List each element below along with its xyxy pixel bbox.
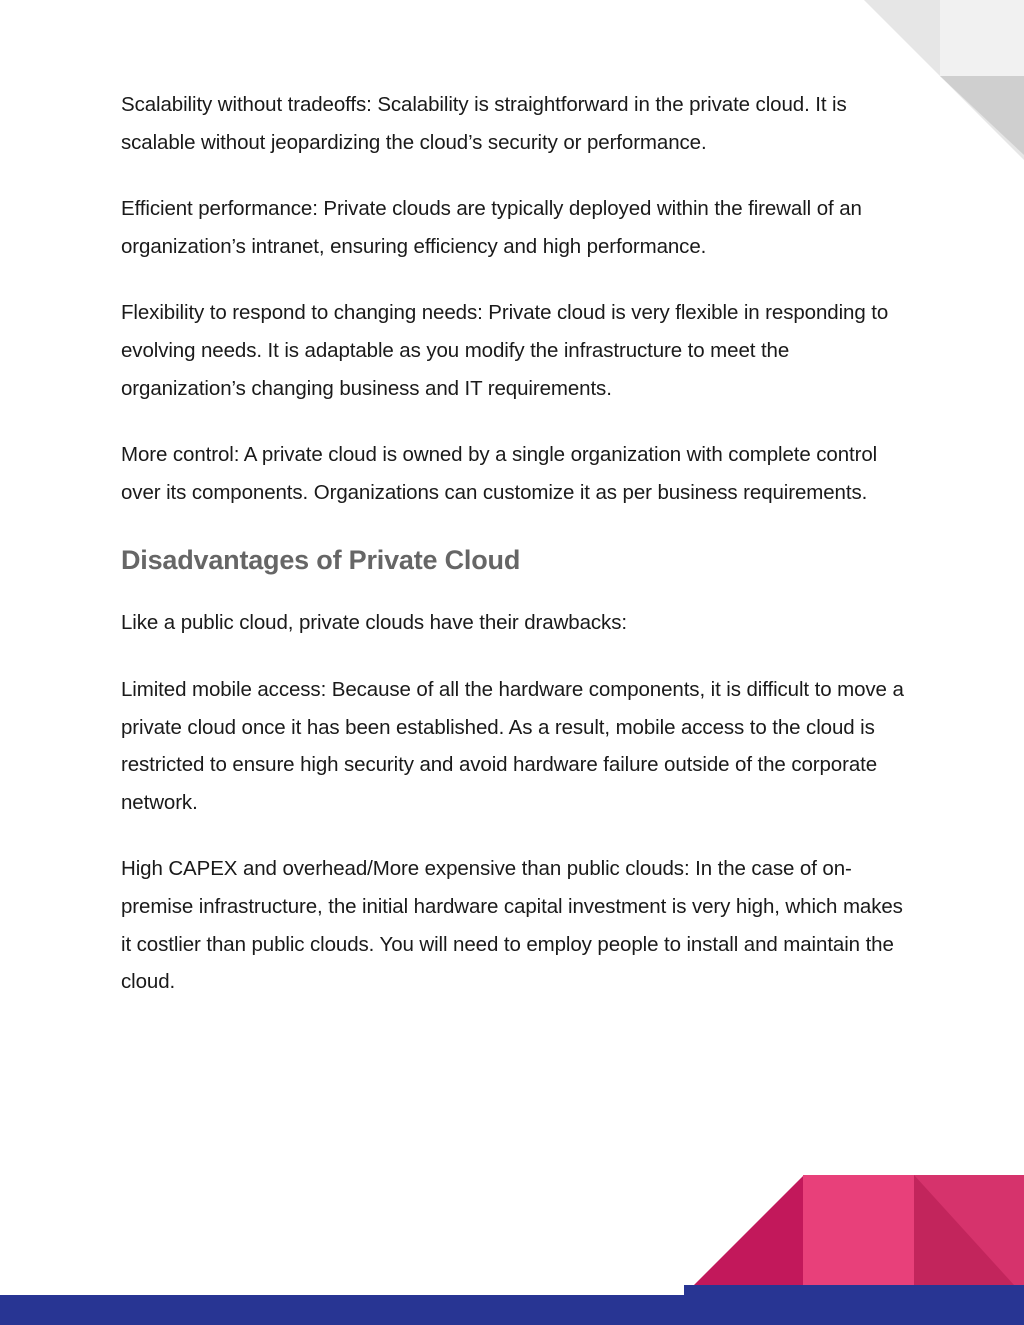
footer-band (684, 1285, 1024, 1325)
corner-square-light (940, 0, 1024, 76)
paragraph-intro-drawbacks: Like a public cloud, private clouds have their drawbacks: (121, 611, 627, 635)
document-body (121, 86, 906, 1030)
paragraph-limited-mobile-access: Limited mobile access: Because of all the hardware components, it is difficult to move a private cloud once it has been established. As a result, mobile access to the cloud is restricted to ensure high security and avoid hardware failure outside of the corporate network. (121, 677, 904, 814)
footer-band-left (0, 1295, 700, 1325)
paragraph-scalability: Scalability without tradeoffs: Scalability is straightforward in the private cloud. It is scalable without jeopardizing the cloud’s security or performance. (121, 93, 847, 154)
section-heading: Disadvantages of Private Cloud (121, 545, 521, 576)
paragraph-high-capex: High CAPEX and overhead/More expensive than public clouds: In the case of on-premise infrastructure, the initial hardware capital investment is very high, which makes it costlier than public clouds. You will need to employ people to install and maintain the cloud. (121, 857, 903, 994)
corner-decoration-bottom (684, 1175, 1024, 1325)
paragraph-flexibility: Flexibility to respond to changing needs: Private cloud is very flexible in responding to evolving needs. It is adaptable as you modify the infrastructure to meet the organization’s changing business and IT requirements. (121, 301, 889, 400)
paragraph-more-control: More control: A private cloud is owned by a single organization with complete control over its components. Organizations can customize it as per business requirements. (121, 443, 878, 504)
paragraph-efficient-performance: Efficient performance: Private clouds are typically deployed within the firewall of an organization’s intranet, ensuring efficiency and high performance. (121, 197, 862, 258)
bottom-triangle-crimson (694, 1175, 804, 1285)
bottom-block-pink (803, 1175, 915, 1285)
